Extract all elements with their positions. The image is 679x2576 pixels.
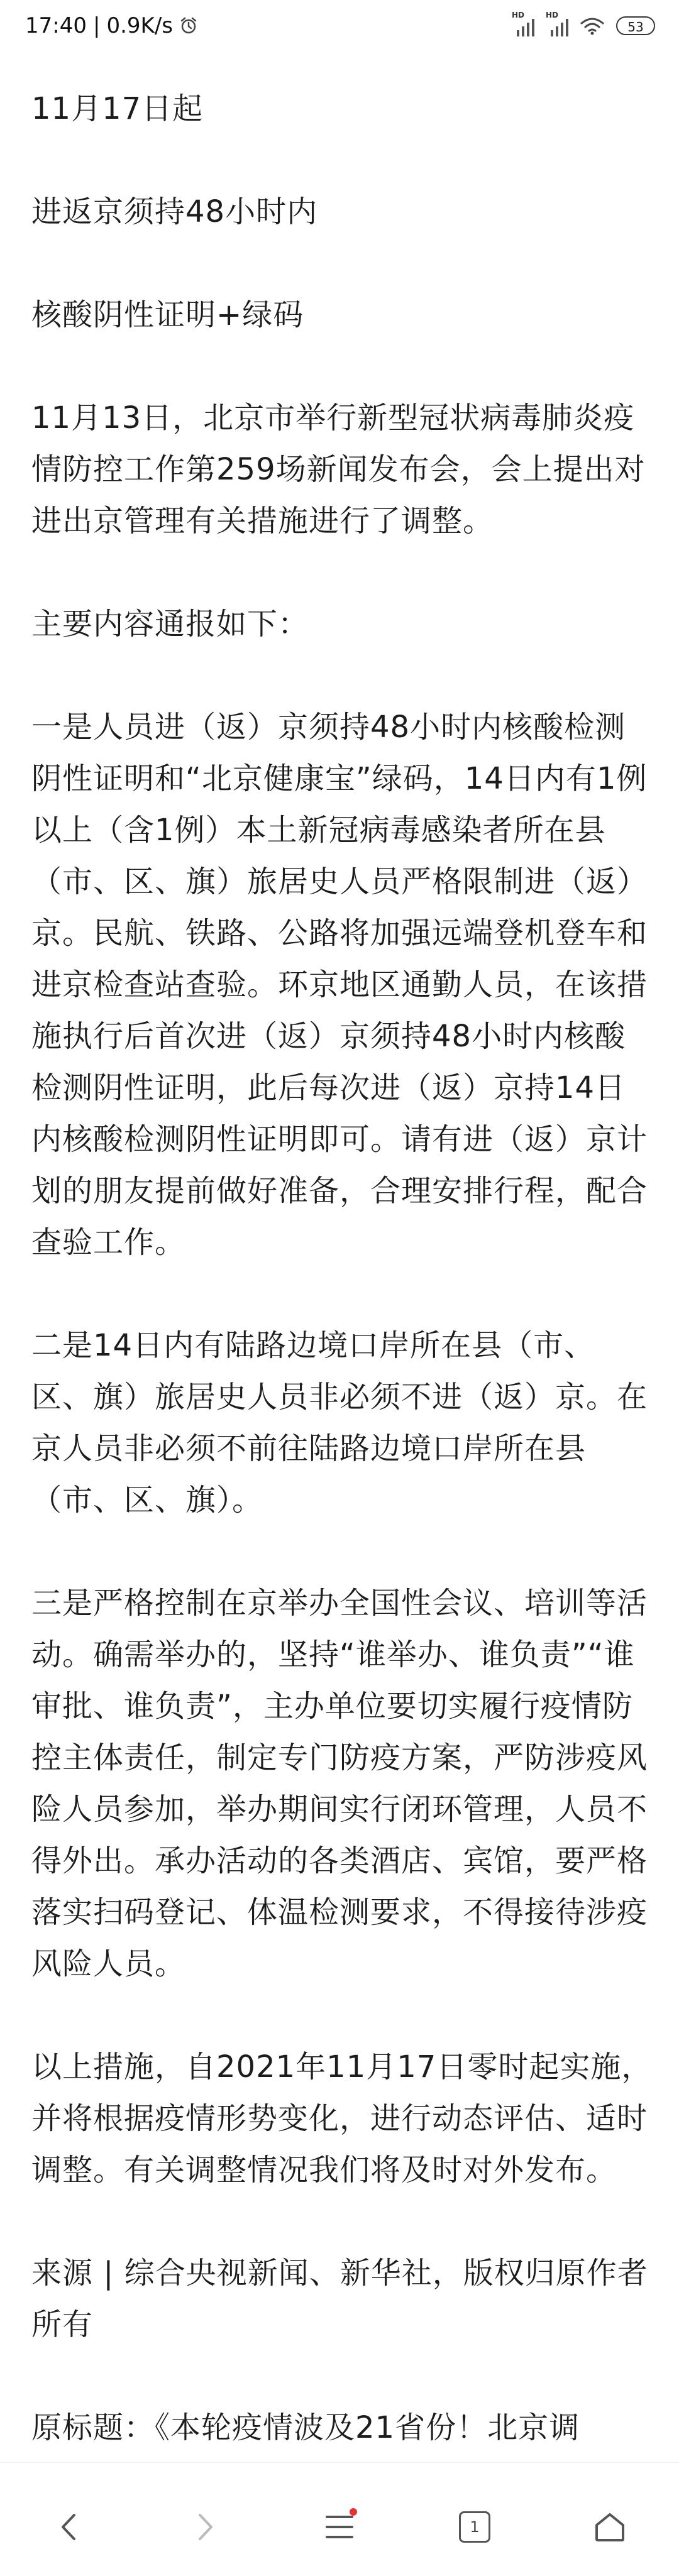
article-paragraph: 一是人员进（返）京须持48小时内核酸检测阴性证明和“北京健康宝”绿码，14日内有1例以上（含1例）本土新冠病毒感染者所在县（市、区、旗）旅居史人员严格限制进（返）京。民航、铁路、公路将加强远端登机登车和进京检查站查验。环京地区通勤人员，在该措施执行后首次进（返）京须持48小时内核酸检测阴性证明，此后每次进（返）京持14日内核酸检测阴性证明即可。请有进（返）京计划的朋友提前做好准备，合理安排行程，配合查验工作。 bbox=[31, 710, 648, 1260]
notification-dot bbox=[350, 2508, 357, 2516]
status-left bbox=[25, 11, 198, 40]
tabs-button[interactable] bbox=[450, 2502, 500, 2552]
home-button[interactable] bbox=[585, 2502, 635, 2552]
article-paragraph: 11月17日起 bbox=[31, 91, 204, 126]
status-separator: | bbox=[92, 13, 101, 38]
signal-1-label: HD bbox=[512, 11, 525, 19]
article-paragraph: 进返京须持48小时内 bbox=[31, 194, 318, 229]
menu-icon bbox=[324, 2513, 355, 2541]
home-icon bbox=[593, 2511, 627, 2543]
status-bar bbox=[0, 0, 679, 54]
article-original-title: 原标题：《本轮疫情波及21省份！北京调 bbox=[31, 2410, 580, 2445]
article-paragraph: 二是14日内有陆路边境口岸所在县（市、区、旗）旅居史人员非必须不进（返）京。在京人员非必须不前往陆路边境口岸所在县（市、区、旗）。 bbox=[31, 1328, 648, 1518]
status-time: 17:40 bbox=[25, 13, 87, 38]
network-speed: 0.9K/s bbox=[106, 13, 173, 38]
back-button[interactable] bbox=[44, 2502, 94, 2552]
signal-icon-1 bbox=[512, 11, 534, 36]
article-paragraph: 11月13日，北京市举行新型冠状病毒肺炎疫情防控工作第259场新闻发布会，会上提出对进出京管理有关措施进行了调整。 bbox=[31, 400, 646, 539]
forward-button[interactable] bbox=[180, 2502, 230, 2552]
menu-button[interactable] bbox=[314, 2502, 365, 2552]
bottom-navigation-bar bbox=[0, 2462, 679, 2576]
article-content bbox=[31, 83, 654, 2453]
status-right bbox=[512, 11, 655, 40]
article-source: 来源 | 综合央视新闻、新华社，版权归原作者所有 bbox=[31, 2255, 648, 2342]
article-paragraph: 核酸阴性证明+绿码 bbox=[31, 297, 304, 332]
wifi-icon bbox=[580, 16, 605, 35]
signal-icon-2 bbox=[546, 11, 568, 36]
signal-2-label: HD bbox=[546, 11, 559, 19]
alarm-clock-icon bbox=[179, 16, 198, 35]
battery-indicator: 53 bbox=[616, 16, 655, 35]
article-paragraph: 三是严格控制在京举办全国性会议、培训等活动。确需举办的，坚持“谁举办、谁负责”“谁审批、谁负责”，主办单位要切实履行疫情防控主体责任，制定专门防疫方案，严防涉疫风险人员参加，举办期间实行闭环管理，人员不得外出。承办活动的各类酒店、宾馆，要严格落实扫码登记、体温检测要求，不得接待涉疫风险人员。 bbox=[31, 1586, 648, 1981]
article-paragraph: 以上措施，自2021年11月17日零时起实施，并将根据疫情形势变化，进行动态评估、适时调整。有关调整情况我们将及时对外发布。 bbox=[31, 2049, 653, 2188]
chevron-left-icon bbox=[57, 2511, 82, 2543]
chevron-right-icon bbox=[192, 2511, 218, 2543]
article-paragraph: 主要内容通报如下： bbox=[31, 606, 309, 642]
tabs-count: 1 bbox=[459, 2511, 490, 2543]
